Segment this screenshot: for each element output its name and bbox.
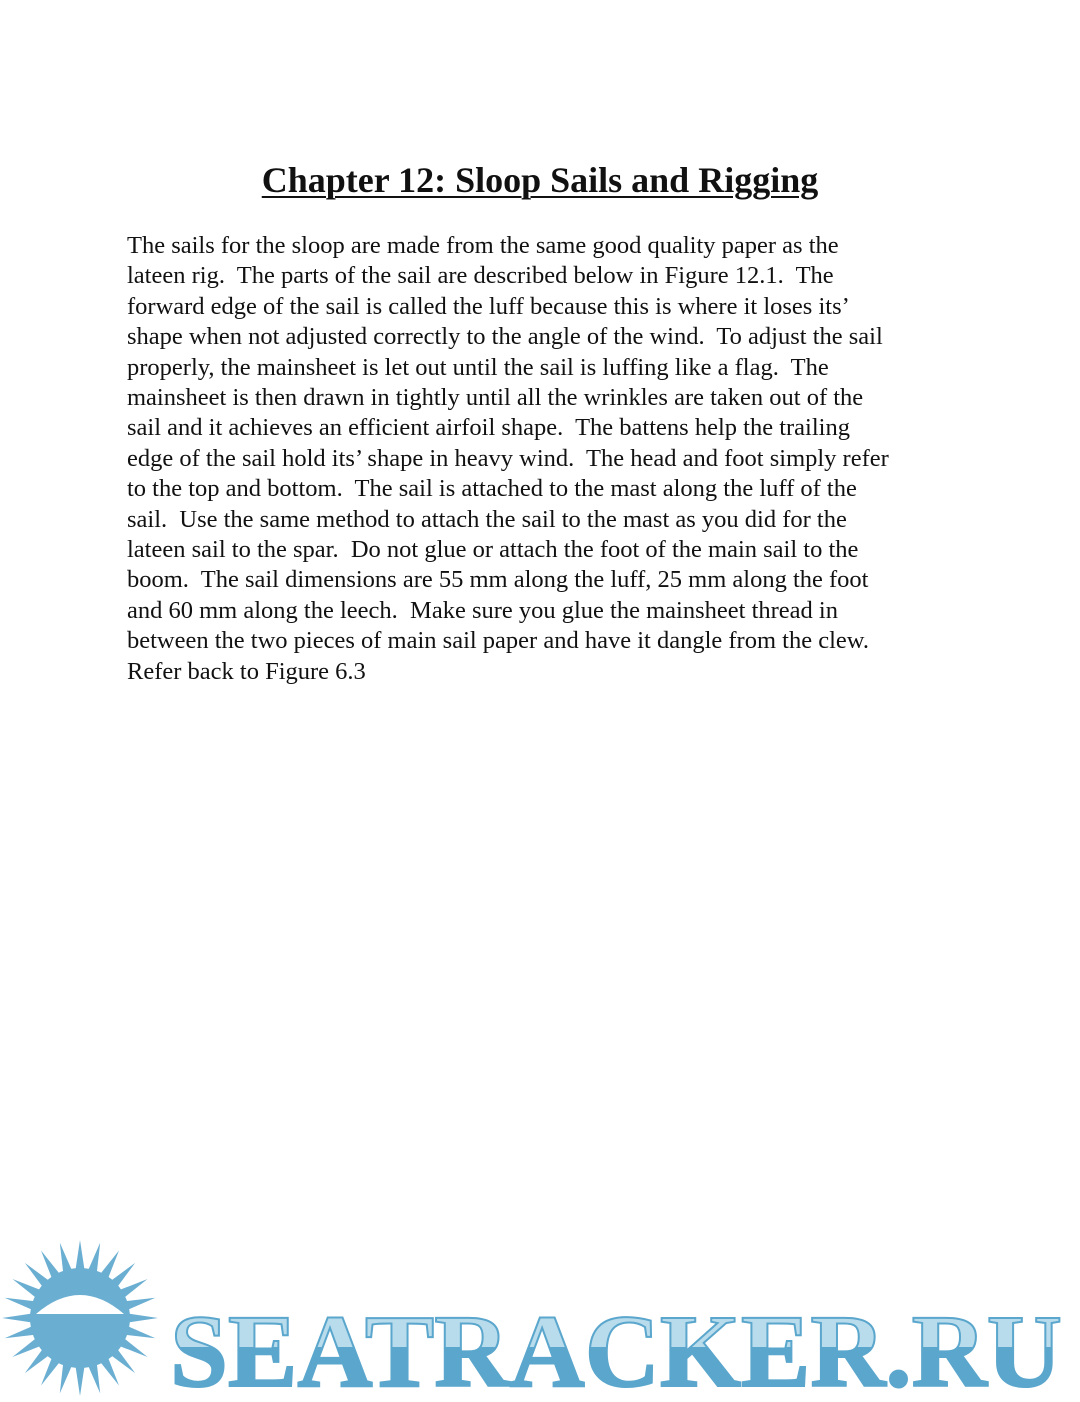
body-paragraph xyxy=(127,231,967,687)
paragraph-line: sail. Use the same method to attach the sail to the mast as you did for the xyxy=(127,505,847,533)
paragraph-line: lateen rig. The parts of the sail are described below in Figure 12.1. The xyxy=(127,262,834,290)
watermark-text: SEATRACKER.RU xyxy=(170,1294,1062,1397)
paragraph-line: between the two pieces of main sail paper and have it dangle from the clew. xyxy=(127,627,869,655)
paragraph-line: lateen sail to the spar. Do not glue or attach the foot of the main sail to the xyxy=(127,536,859,564)
paragraph-line: Refer back to Figure 6.3 xyxy=(127,657,366,685)
paragraph-line: sail and it achieves an efficient airfoil shape. The battens help the trailing xyxy=(127,414,850,442)
paragraph-line: to the top and bottom. The sail is attached to the mast along the luff of the xyxy=(127,475,857,503)
sun-over-sea-icon xyxy=(2,1240,158,1396)
paragraph-line: boom. The sail dimensions are 55 mm along the luff, 25 mm along the foot xyxy=(127,566,869,594)
watermark-logo xyxy=(0,1238,1080,1397)
paragraph-line: properly, the mainsheet is let out until the sail is luffing like a flag. The xyxy=(127,353,829,381)
paragraph-line: The sails for the sloop are made from the same good quality paper as the xyxy=(127,232,839,259)
paragraph-line: edge of the sail hold its’ shape in heavy wind. The head and foot simply refer xyxy=(127,444,889,472)
paragraph-line: shape when not adjusted correctly to the angle of the wind. To adjust the sail xyxy=(127,323,883,351)
paragraph-line: forward edge of the sail is called the luff because this is where it loses its’ xyxy=(127,292,850,320)
paragraph-line: and 60 mm along the leech. Make sure you glue the mainsheet thread in xyxy=(127,596,838,624)
page-title: Chapter 12: Sloop Sails and Rigging xyxy=(261,160,819,200)
paragraph-line: mainsheet is then drawn in tightly until all the wrinkles are taken out of the xyxy=(127,384,864,412)
